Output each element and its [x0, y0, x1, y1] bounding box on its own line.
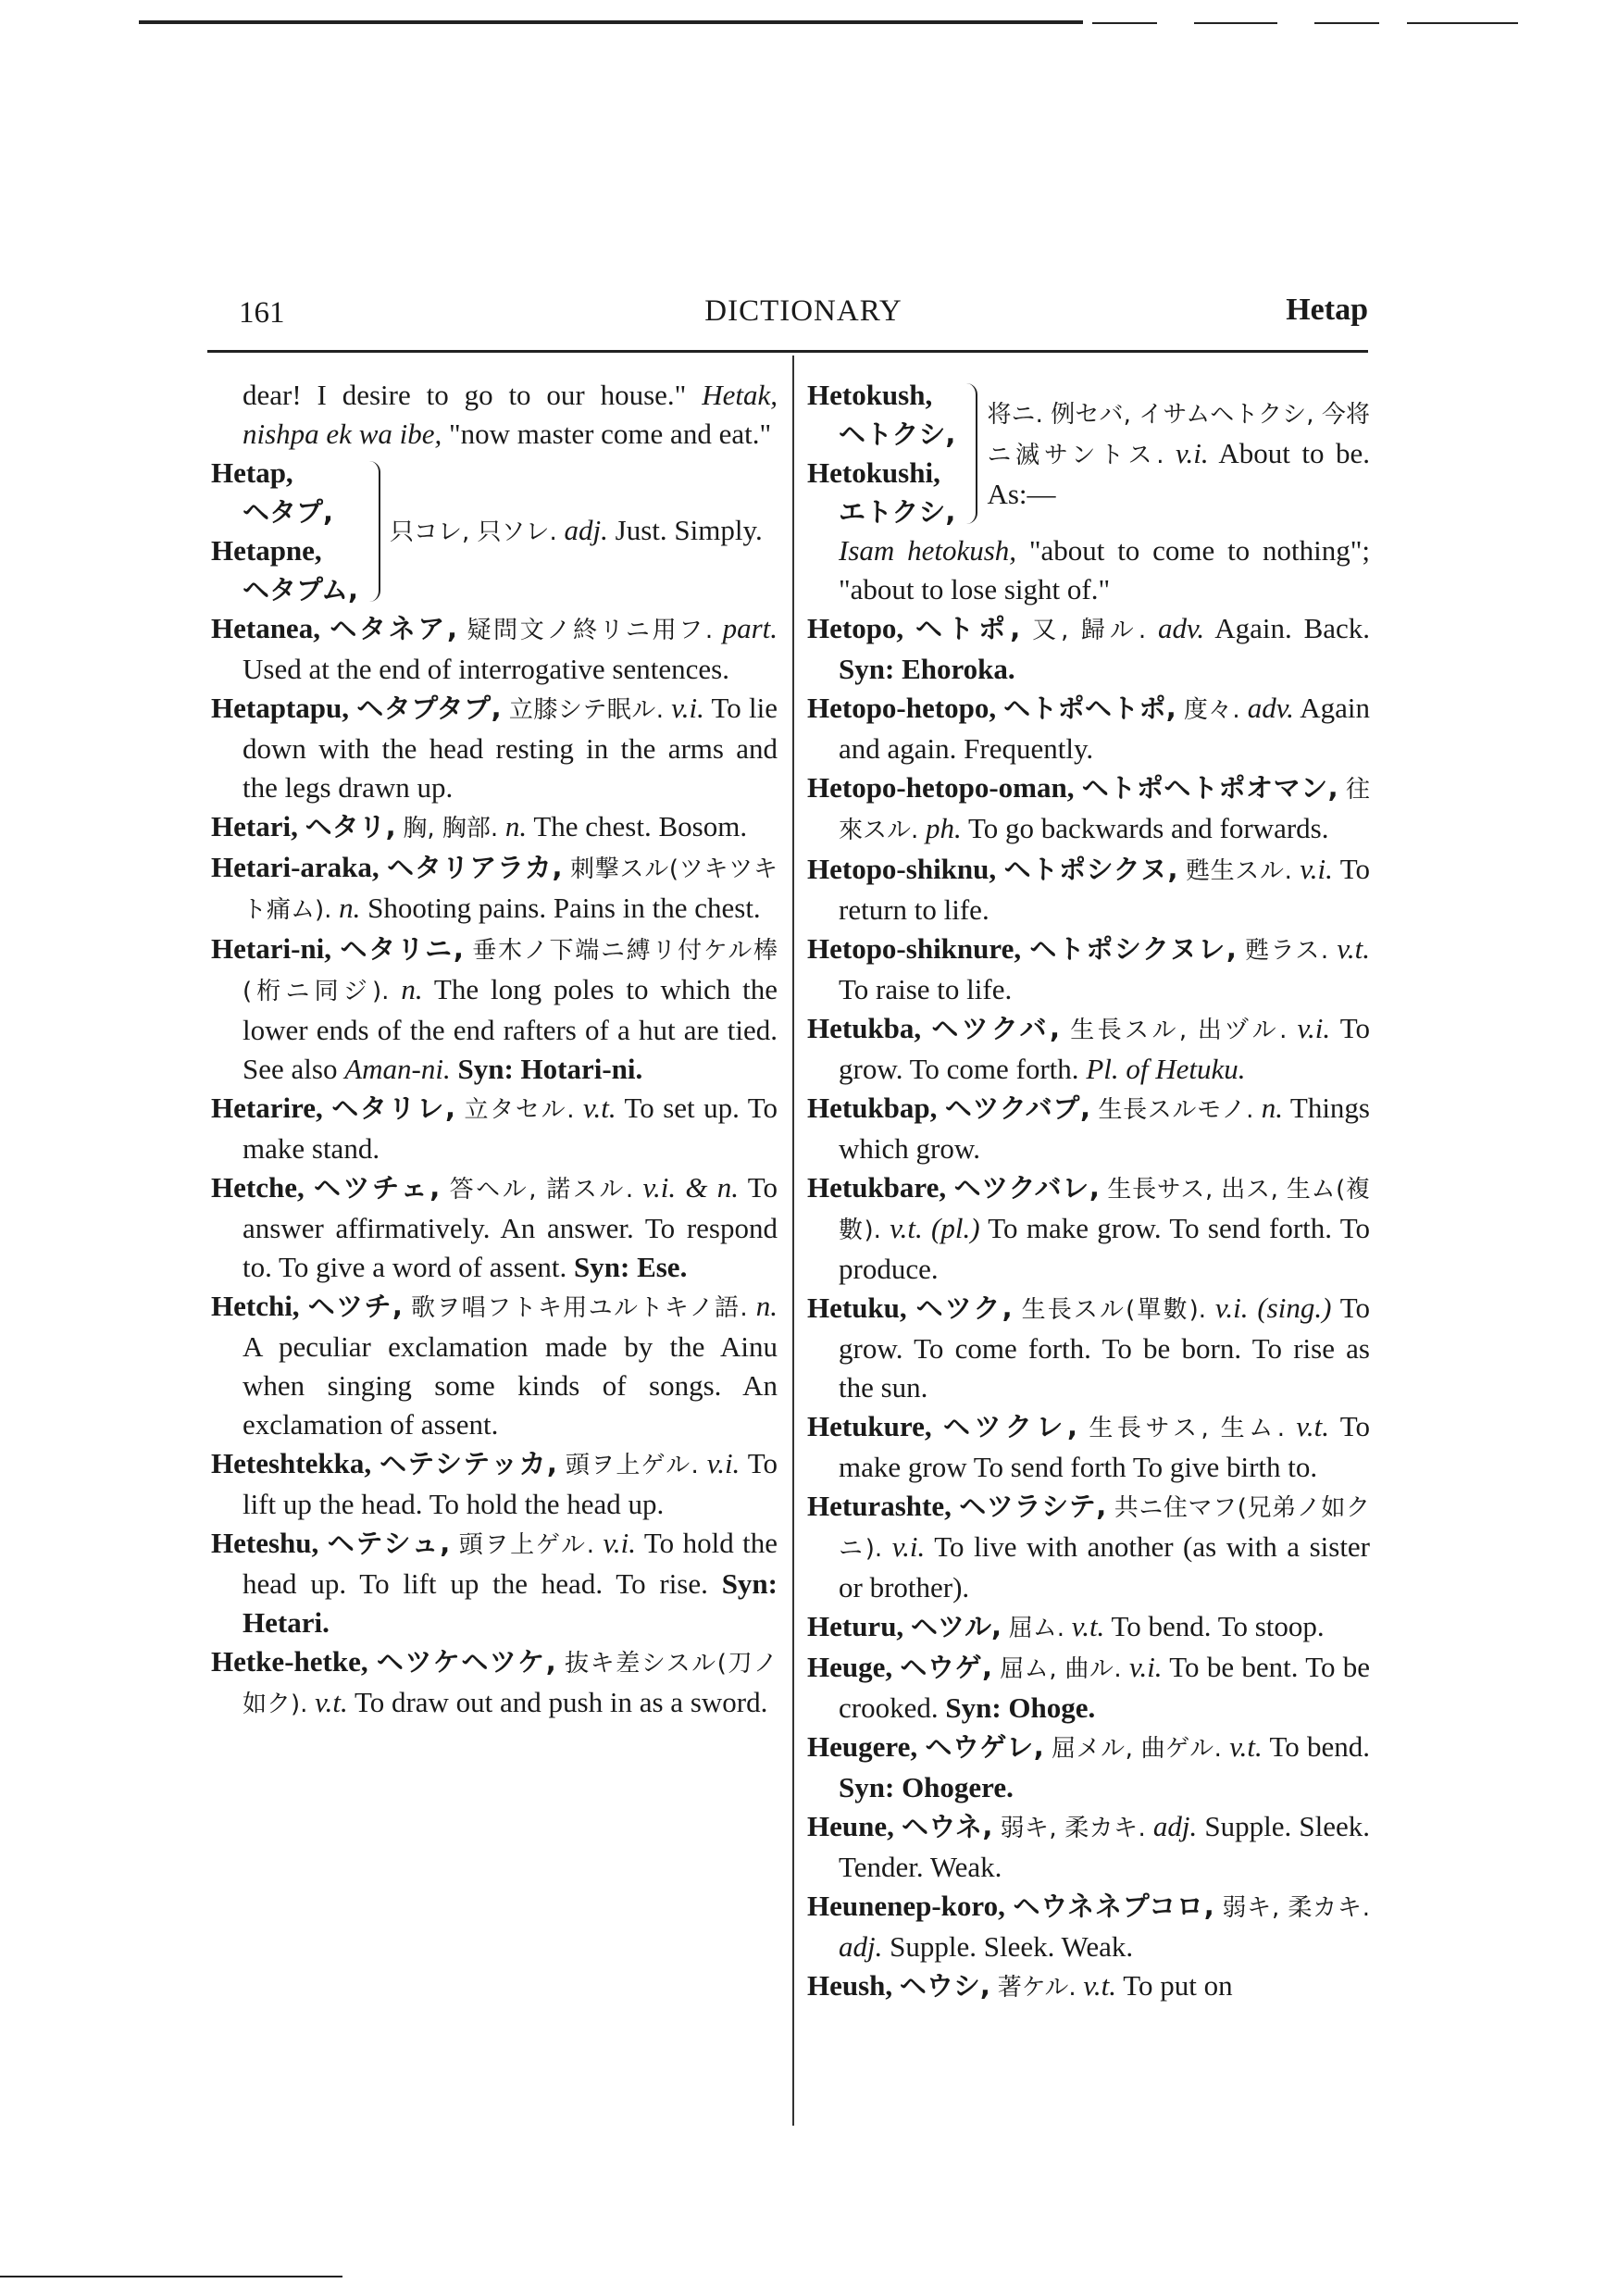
entry-hetukba	[807, 1009, 1370, 1089]
definition: To draw out and push in as a sword.	[347, 1686, 768, 1718]
definition: To grow. To come forth.	[839, 1012, 1370, 1085]
headword-kana: ヘツチ,	[307, 1291, 403, 1322]
brace	[963, 383, 977, 524]
scan-edge-line	[1092, 22, 1157, 24]
definition: Supple. Sleek. Weak.	[882, 1930, 1134, 1963]
synonym-label: Syn:	[839, 653, 895, 685]
scan-edge-line	[1314, 22, 1379, 24]
header-rule	[207, 350, 1368, 353]
headword-kana: ヘツル,	[910, 1611, 1002, 1642]
entry-hetopo	[807, 609, 1370, 689]
headword: Hetopo-shiknure,	[807, 932, 1022, 965]
headword-kana: ヘトポシクヌレ,	[1029, 933, 1237, 965]
headword: Hetopo-hetopo,	[807, 692, 997, 724]
headword-kana: ヘツラシテ,	[959, 1491, 1107, 1522]
japanese-gloss: 甦ラス.	[1245, 937, 1329, 965]
definition: Just. Simply.	[607, 514, 763, 546]
definition: To live with another (as with a sister or brother).	[839, 1530, 1371, 1603]
entry-hetopo-hetopo-oman	[807, 768, 1370, 850]
part-of-speech: n.	[755, 1290, 778, 1322]
entry-heturashte	[807, 1487, 1370, 1607]
headword: Heturu,	[807, 1610, 904, 1642]
part-of-speech: v.t.	[315, 1686, 348, 1718]
page-title: DICTIONARY	[704, 294, 902, 328]
right-column	[807, 376, 1370, 2007]
entry-heune	[807, 1807, 1370, 1887]
definition: Things which grow.	[839, 1092, 1370, 1165]
headword: Hetokushi,	[807, 456, 940, 489]
headword: Heugere,	[807, 1730, 918, 1763]
headword-kana: ヘトポヘトポオマン,	[1081, 772, 1338, 804]
synonym-label: Syn:	[574, 1251, 630, 1283]
headword-kana: ヘウネネプコロ,	[1013, 1890, 1214, 1922]
part-of-speech: v.i.	[1297, 1012, 1331, 1044]
entry-hetche	[211, 1168, 778, 1287]
headword-kana: ヘトクシ,	[839, 418, 956, 450]
definition: To answer affirmatively. An answer. To respond to. To give a word of assent.	[243, 1171, 778, 1283]
entry-heugere	[807, 1728, 1370, 1807]
japanese-gloss: 生長サス, 出ス, 生ム(複數).	[839, 1176, 1371, 1244]
headword-kana: ヘタプ,	[243, 496, 334, 528]
japanese-gloss: 答ヘル, 諾スル.	[449, 1176, 634, 1204]
headword-kana: ヘウゲ,	[900, 1652, 992, 1683]
headword: Heunenep-koro,	[807, 1890, 1005, 1922]
headword: Hetarire,	[211, 1092, 323, 1124]
definition: Used at the end of interrogative sentences.	[243, 653, 729, 685]
japanese-gloss: 屈メル, 曲ゲル.	[1052, 1735, 1222, 1763]
synonym-label: Syn:	[945, 1691, 1002, 1724]
headword-kana: ヘタリ,	[305, 811, 396, 842]
entry-hetukbare	[807, 1168, 1370, 1289]
headword: Hetanea,	[211, 612, 320, 644]
headword-kana: ヘトポシクヌ,	[1003, 854, 1178, 885]
entry-heturu	[807, 1607, 1370, 1648]
synonym: Hetari.	[243, 1606, 330, 1639]
part-of-speech: v.i.	[603, 1527, 637, 1559]
headword-kana: ヘウゲレ,	[925, 1731, 1044, 1763]
japanese-gloss: 往來スル.	[839, 776, 1370, 844]
headword: Hetokush,	[807, 379, 933, 411]
headword-kana: ヘツチェ,	[314, 1172, 441, 1204]
part-of-speech: v.t.	[1083, 1969, 1116, 2002]
definition: Again and again. Frequently.	[839, 692, 1370, 765]
definition: To bend. To stoop.	[1104, 1610, 1325, 1642]
headword: Hetap,	[211, 456, 293, 489]
headword-kana: ヘタリアラカ,	[387, 852, 563, 883]
part-of-speech: v.i.	[1300, 853, 1333, 885]
entry-hetari-araka	[211, 848, 778, 930]
entry-hetap	[211, 454, 778, 609]
definition: To grow. To come forth. To be born. To rise as the sun.	[839, 1292, 1371, 1404]
headword-kana: ヘウシ,	[899, 1970, 990, 2002]
entry-hetopo-hetopo	[807, 689, 1370, 768]
entry-hetopo-shiknu	[807, 850, 1370, 930]
guide-word: Hetap	[1286, 293, 1368, 327]
headword: Hetukbare,	[807, 1171, 947, 1204]
entry-hetanea	[211, 609, 778, 689]
entry-hetke-hetke	[211, 1642, 778, 1724]
definition: The chest. Bosom.	[527, 810, 748, 842]
entry-hetopo-shiknure	[807, 930, 1370, 1009]
japanese-gloss: 著ケル.	[997, 1974, 1077, 2002]
japanese-gloss: 胸, 胸部.	[403, 815, 499, 842]
part-of-speech: n.	[1261, 1092, 1284, 1124]
part-of-speech: v.i. & n.	[642, 1171, 740, 1204]
running-head	[239, 291, 1368, 337]
definition: To return to life.	[839, 853, 1371, 926]
japanese-gloss: 生長スルモノ.	[1098, 1096, 1254, 1124]
headword-kana: ヘテシテッカ,	[380, 1448, 557, 1479]
entry-heunenep-koro	[807, 1887, 1370, 1966]
scan-edge-line	[1194, 22, 1277, 24]
cross-reference: Pl. of Hetuku.	[1086, 1053, 1246, 1085]
headword-kana: エトクシ,	[839, 496, 956, 528]
definition: A peculiar exclamation made by the Ainu when singing some kinds of songs. An exclamation of assent.	[243, 1330, 778, 1441]
headword: Hetopo,	[807, 612, 904, 644]
headword: Hetuku,	[807, 1292, 907, 1324]
japanese-gloss: 共ニ住マフ(兄弟ノ如クニ).	[839, 1494, 1371, 1563]
headword: Hetukure,	[807, 1410, 932, 1442]
headword-kana: ヘツクバプ,	[944, 1092, 1091, 1124]
entry-heuge	[807, 1648, 1370, 1728]
definition: About to be. As:—	[987, 437, 1370, 510]
entry-hetukbap	[807, 1089, 1370, 1168]
cross-reference: Aman-ni.	[344, 1053, 451, 1085]
headword: Hetapne,	[211, 534, 322, 567]
part-of-speech: ph.	[926, 812, 962, 844]
part-of-speech: v.i. (sing.)	[1214, 1292, 1332, 1324]
entry-hetaptapu	[211, 689, 778, 807]
japanese-gloss: 疑問文ノ終リニ用フ.	[467, 617, 714, 644]
synonym: Ohogere.	[902, 1771, 1014, 1803]
headword-kana: ヘトポヘトポ,	[1003, 693, 1176, 724]
headword-kana: ヘトポ,	[915, 613, 1021, 644]
continued-entry: dear! I desire to go to our house." Hetak, nishpa ek wa ibe, "now master come and eat."	[243, 379, 778, 450]
japanese-gloss: 将ニ. 例セバ, イサムヘトクシ, 今将ニ滅サントス.	[987, 401, 1370, 469]
part-of-speech: v.t.	[1337, 932, 1370, 965]
headword: Heteshtekka,	[211, 1447, 372, 1479]
entry-hetari	[211, 807, 778, 848]
headword: Heturashte,	[807, 1490, 952, 1522]
definition: The long poles to which the lower ends of the end rafters of a hut are tied. See also	[243, 973, 778, 1085]
headword-kana: ヘウネ,	[902, 1811, 993, 1842]
japanese-gloss: 生長スル, 出ヅル.	[1070, 1017, 1288, 1044]
japanese-gloss: 屈ム.	[1008, 1615, 1064, 1642]
headword: Hetari-ni,	[211, 932, 331, 965]
entry-hetchi	[211, 1287, 778, 1444]
part-of-speech: adj.	[839, 1930, 883, 1963]
headword: Hetche,	[211, 1171, 305, 1204]
japanese-gloss: 垂木ノ下端ニ縛リ付ケル棒(桁ニ同ジ).	[243, 937, 778, 1005]
headword: Hetari-araka,	[211, 851, 380, 883]
entry-headwords	[211, 454, 358, 609]
japanese-gloss: 生長サス, 生ム.	[1089, 1415, 1286, 1442]
headword: Hetchi,	[211, 1290, 300, 1322]
definition: To lift up the head. To hold the head up.	[243, 1447, 778, 1520]
synonym: Ese.	[637, 1251, 688, 1283]
entry-hetokush	[807, 376, 1370, 531]
definition: To set up. To make stand.	[243, 1092, 778, 1165]
entry-hetari-ni	[211, 930, 778, 1089]
headword: Hetukba,	[807, 1012, 922, 1044]
part-of-speech: n.	[339, 892, 361, 924]
entry-hetukure	[807, 1407, 1370, 1487]
japanese-gloss: 甦生スル.	[1185, 857, 1292, 885]
synonym: Ohoge.	[1008, 1691, 1096, 1724]
headword-kana: ヘタネア,	[330, 613, 458, 644]
japanese-gloss: 弱キ, 柔カキ.	[1000, 1815, 1146, 1842]
definition: To be bent. To be crooked.	[839, 1651, 1370, 1724]
japanese-gloss: 屈ム, 曲ル.	[1000, 1655, 1122, 1683]
headword-kana: ヘタプタプ,	[356, 693, 502, 724]
example: Isam hetokush,	[839, 534, 1017, 567]
definition: To go backwards and forwards.	[961, 812, 1329, 844]
headword: Hetukbap,	[807, 1092, 938, 1124]
definition: "about to come to nothing"; "about to lose sight of."	[839, 534, 1370, 605]
japanese-gloss: 頭ヲ上ゲル.	[565, 1452, 699, 1479]
part-of-speech: v.t.	[1229, 1730, 1263, 1763]
synonym-label: Syn:	[839, 1771, 895, 1803]
japanese-gloss: 立膝シテ眠ル.	[508, 696, 665, 724]
headword: Hetaptapu,	[211, 692, 349, 724]
part-of-speech: v.i.	[1128, 1651, 1163, 1683]
headword-kana: ヘテシュ,	[327, 1528, 451, 1559]
headword-kana: ヘタリレ,	[331, 1092, 456, 1124]
synonym: Hotari-ni.	[520, 1053, 643, 1085]
headword: Heush,	[807, 1969, 893, 2002]
scan-edge-line	[1407, 22, 1518, 24]
definition: To make grow. To send forth. To produce.	[839, 1212, 1371, 1285]
headword: Hetari,	[211, 810, 298, 842]
left-column	[211, 376, 778, 1724]
part-of-speech: n.	[401, 973, 423, 1005]
part-of-speech: adv.	[1157, 612, 1205, 644]
brace	[366, 461, 380, 602]
headword-kana: ヘツクバ,	[931, 1013, 1061, 1044]
definition: To hold the head up. To lift up the head. To rise.	[243, 1527, 778, 1600]
headword-kana: ヘツケヘツケ,	[376, 1646, 556, 1678]
japanese-gloss: 刺撃スル(ツキツキト痛ム).	[243, 855, 778, 924]
part-of-speech: adj.	[564, 514, 608, 546]
part-of-speech: v.t.	[1071, 1610, 1105, 1642]
japanese-gloss: 度々.	[1183, 696, 1240, 724]
part-of-speech: adj.	[1152, 1810, 1198, 1842]
definition: Shooting pains. Pains in the chest.	[360, 892, 761, 924]
japanese-gloss: 抜キ差シスル(刀ノ如ク).	[243, 1650, 778, 1718]
japanese-gloss: 生長スル(單數).	[1021, 1296, 1207, 1324]
synonym: Ehoroka.	[902, 653, 1015, 685]
headword: Hetopo-shiknu,	[807, 853, 997, 885]
page-number: 161	[239, 296, 285, 330]
headword-kana: ヘツク,	[915, 1292, 1013, 1324]
synonym-label: Syn:	[457, 1053, 514, 1085]
definition: To bend.	[1262, 1730, 1371, 1763]
entry-heteshtekka	[211, 1444, 778, 1524]
headword: Heuge,	[807, 1651, 893, 1683]
entry-hetuku	[807, 1289, 1370, 1407]
part-of-speech: v.i.	[1176, 437, 1209, 469]
headword-kana: ヘツクレ,	[942, 1411, 1077, 1442]
headword-kana: ヘタプム,	[243, 574, 358, 605]
headword-kana: ヘタリニ,	[340, 933, 464, 965]
part-of-speech: v.t. (pl.)	[890, 1212, 980, 1244]
japanese-gloss: 弱キ, 柔カキ.	[1222, 1894, 1371, 1922]
japanese-gloss: 頭ヲ上ゲル.	[458, 1531, 594, 1559]
entry-heush	[807, 1966, 1370, 2007]
synonym-label: Syn:	[721, 1567, 778, 1600]
entry-headwords	[807, 376, 955, 531]
definition: Supple. Sleek. Tender. Weak.	[839, 1810, 1371, 1883]
headword: Hetopo-hetopo-oman,	[807, 771, 1075, 804]
part-of-speech: v.t.	[1296, 1410, 1329, 1442]
part-of-speech: n.	[504, 810, 528, 842]
definition: To make grow To send forth To give birth to.	[839, 1410, 1371, 1483]
part-of-speech: v.i.	[671, 692, 704, 724]
entry-heteshu	[211, 1524, 778, 1642]
part-of-speech: part.	[722, 612, 778, 644]
entry-hetarire	[211, 1089, 778, 1168]
part-of-speech: v.i.	[706, 1447, 741, 1479]
definition: To lie down with the head resting in the arms and the legs drawn up.	[243, 692, 778, 804]
headword: Hetke-hetke,	[211, 1645, 368, 1678]
headword-kana: ヘツクバレ,	[953, 1172, 1100, 1204]
definition: To raise to life.	[839, 973, 1013, 1005]
entry-hetokush-example	[807, 531, 1370, 609]
definition: Again. Back.	[1204, 612, 1371, 644]
scan-edge-line	[0, 2276, 342, 2277]
headword: Heteshu,	[211, 1527, 319, 1559]
japanese-gloss: 只コレ, 只ソレ.	[390, 518, 557, 546]
part-of-speech: v.t.	[583, 1092, 616, 1124]
headword: Heune,	[807, 1810, 894, 1842]
part-of-speech: v.i.	[891, 1530, 926, 1563]
japanese-gloss: 立タセル.	[464, 1096, 575, 1124]
definition: To put on	[1116, 1969, 1233, 2002]
japanese-gloss: 歌ヲ唱フトキ用ユルトキノ語.	[411, 1294, 748, 1322]
column-divider	[792, 356, 794, 2126]
part-of-speech: adv.	[1247, 692, 1294, 724]
scan-edge-line	[139, 20, 1083, 24]
japanese-gloss: 又, 歸ル.	[1032, 617, 1147, 644]
